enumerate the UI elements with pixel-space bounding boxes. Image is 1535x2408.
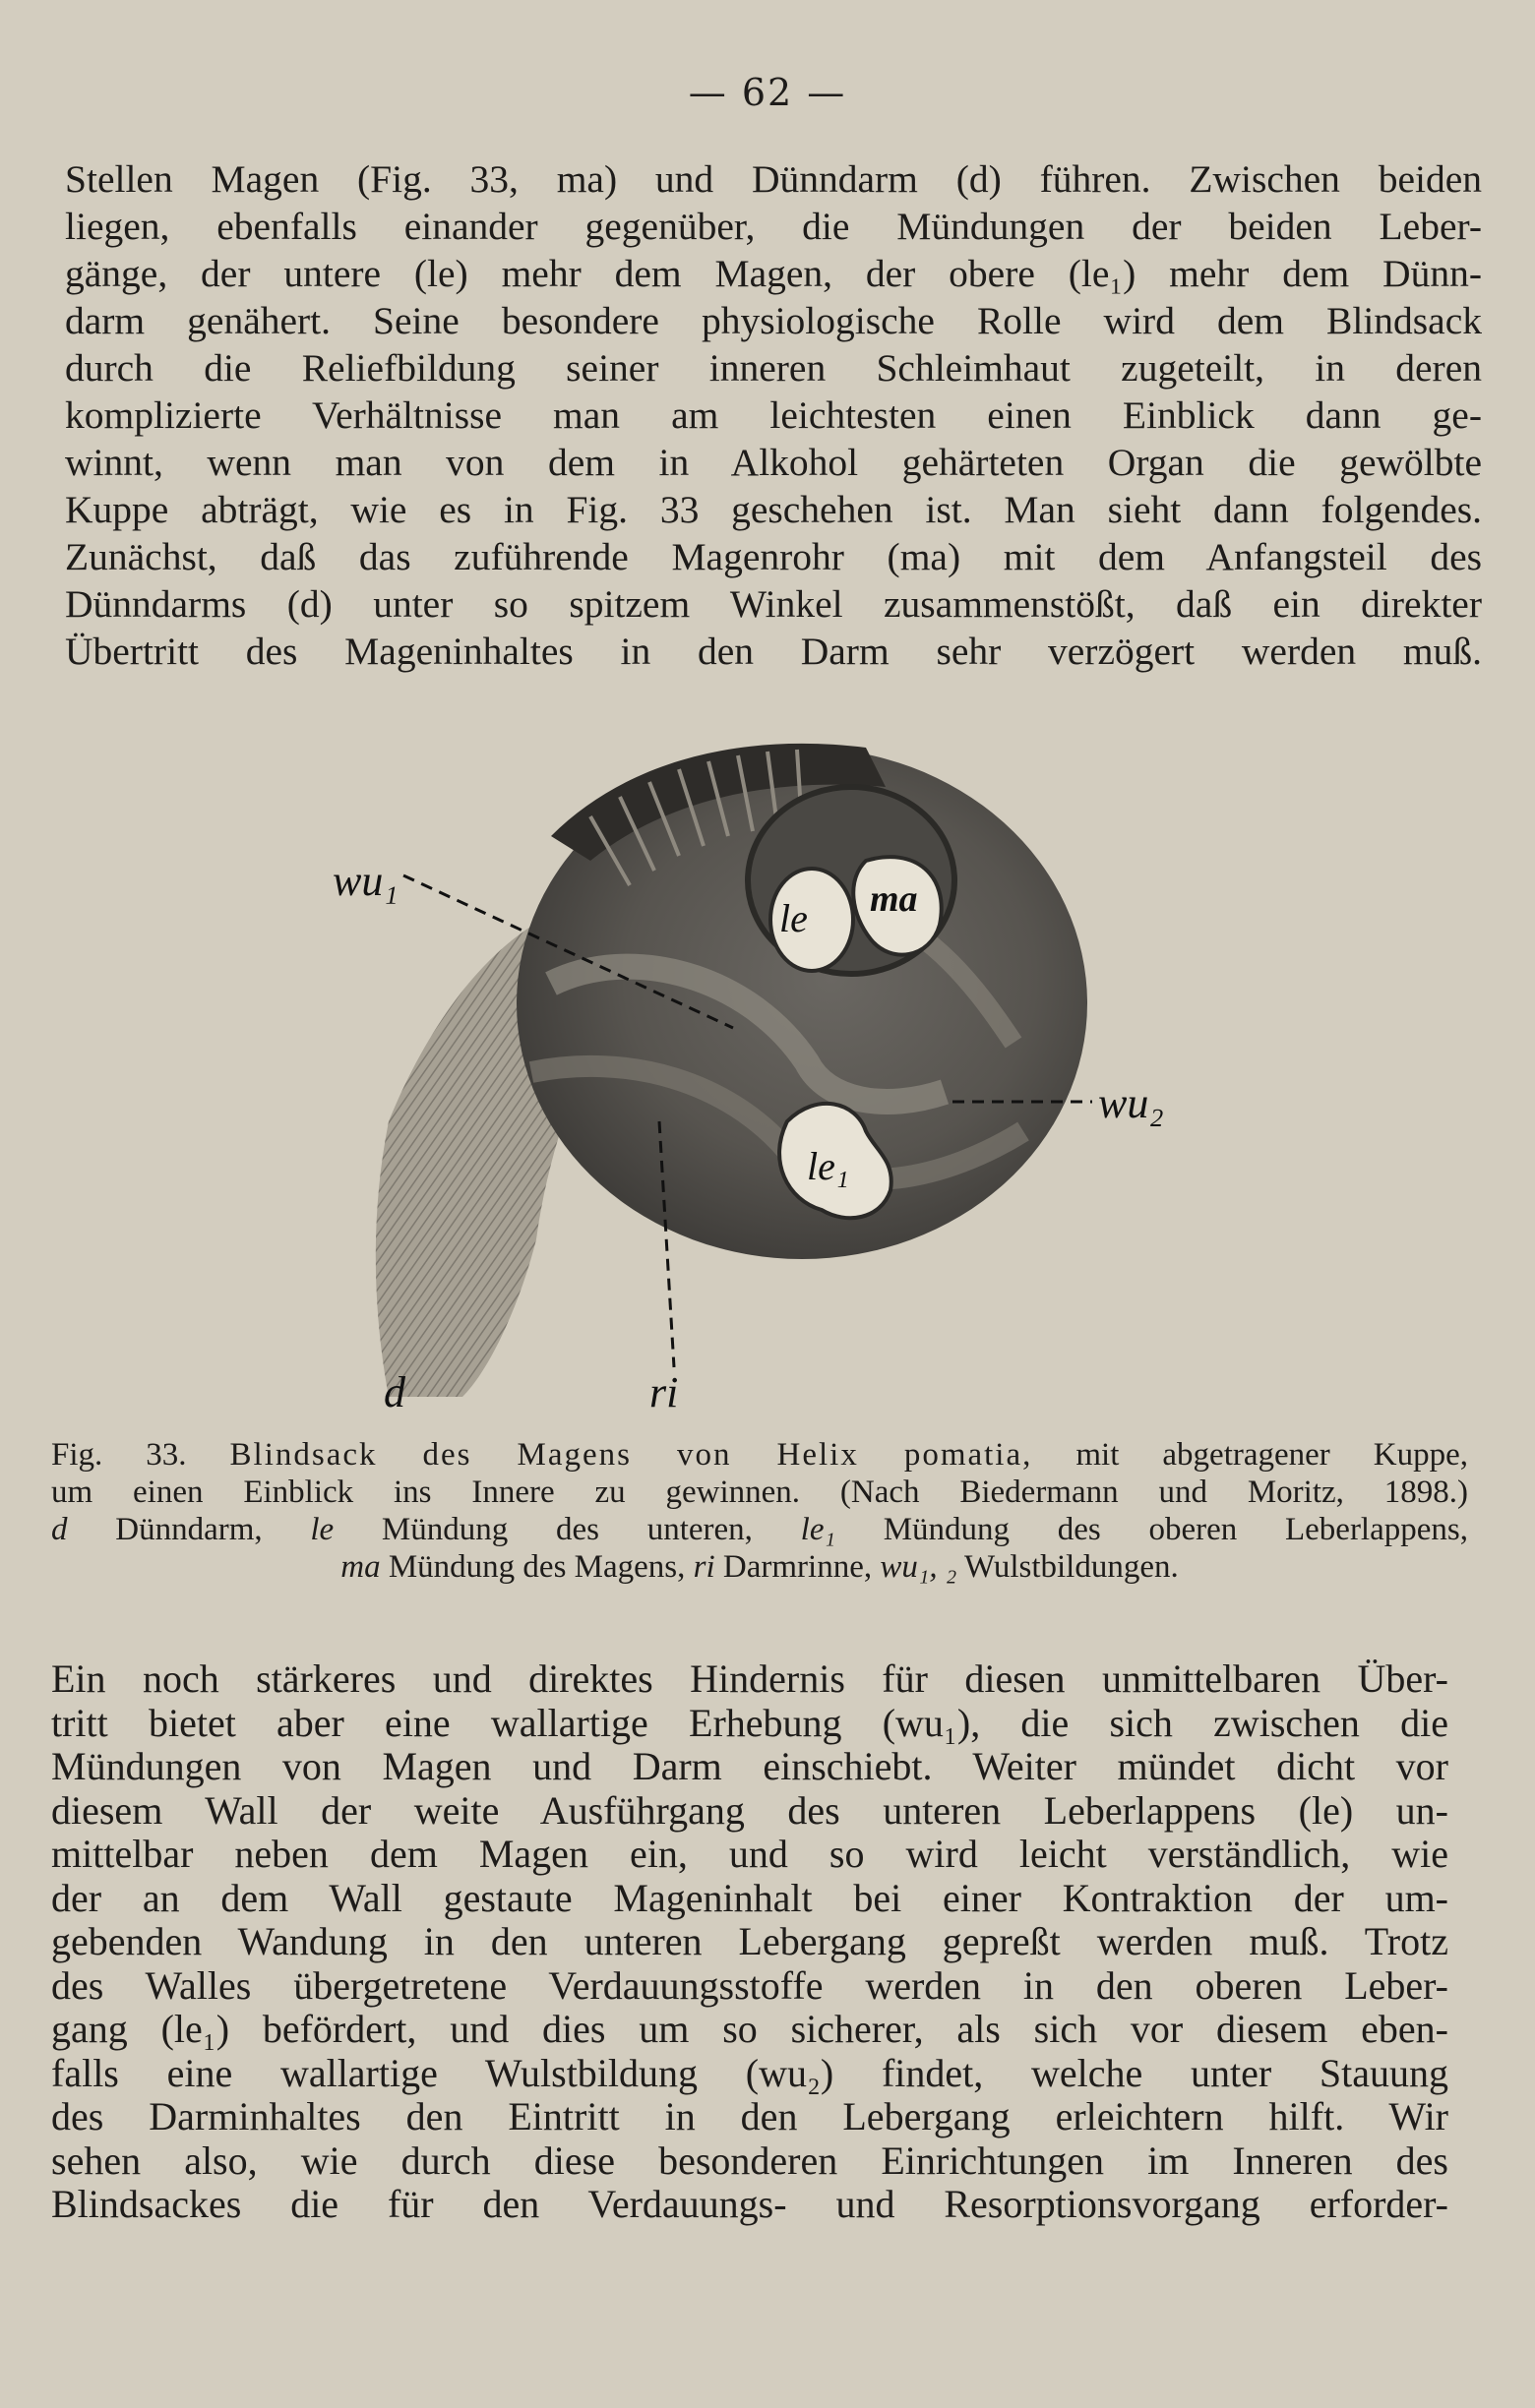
caption-text: Mündung des unteren, [381,1512,753,1547]
text-line: der an dem Wall gestaute Mageninhalt bei einer Kontraktion der um- [51,1875,1448,1920]
text-line: Zunächst, daß das zuführende Magenrohr (ma) mit dem Anfangsteil des [65,535,1482,578]
label-wu1: wu₁ [333,857,399,905]
figure-33 [0,689,1535,1416]
paragraph-1 [65,155,1482,675]
text-line: Ein noch stärkeres und direktes Hindernis für diesen unmittelbaren Über- [51,1656,1448,1701]
caption-abbr-d: d [51,1512,68,1547]
label-wu2: wu₂ [1098,1079,1164,1127]
caption-abbr-wu: wu₁, ₂ [880,1549,957,1585]
page-number: — 62 — [688,71,847,114]
caption-text: Darmrinne, [722,1549,873,1585]
caption-fig-number: Fig. 33. [51,1437,187,1473]
caption-line-2: um einen Einblick ins Innere zu gewinnen. (Nach Biedermann und Moritz, 1898.) [51,1475,1468,1510]
caption-line-4 [51,1548,1468,1586]
text-line: Blindsackes die für den Verdauungs- und Resorptionsvorgang erforder- [51,2182,1448,2226]
caption-abbr-ri: ri [693,1549,715,1585]
label-le: le [779,896,808,940]
caption-text: Wulstbildungen. [964,1549,1179,1585]
paragraph-2 [51,1657,1448,2227]
caption-text: Dünndarm, [115,1512,263,1547]
text-line: gang (le₁) befördert, und dies um so sicherer, als sich vor diesem eben- [51,2007,1448,2051]
text-line: Übertritt des Mageninhaltes in den Darm sehr verzögert werden muß. [65,630,1482,673]
caption-abbr-le1: le₁ [800,1512,835,1547]
text-line: sehen also, wie durch diese besonderen Einrichtungen im Inneren des [51,2137,1448,2183]
label-ri: ri [649,1368,679,1416]
text-line: Mündungen von Magen und Darm einschiebt. Weiter mündet dicht vor [51,1744,1448,1788]
text-line: gebenden Wandung in den unteren Lebergang gepreßt werden muß. Trotz [51,1919,1448,1963]
label-d: d [384,1368,405,1416]
caption-title-rest: mit abgetragener Kuppe, [1075,1437,1469,1473]
caption-abbr-le: le [310,1512,335,1547]
text-line: liegen, ebenfalls einander gegenüber, die Mündungen der beiden Leber- [65,205,1482,248]
text-line: Dünndarms (d) unter so spitzem Winkel zusammenstößt, daß ein direkter [65,582,1482,626]
text-line: durch die Reliefbildung seiner inneren Schleimhaut zugeteilt, in deren [65,346,1482,390]
label-ma: ma [870,878,918,920]
caption-line-1 [51,1436,1468,1474]
text-line: des Darminhaltes den Eintritt in den Lebergang erleichtern hilft. Wir [51,2094,1448,2138]
caption-text: Mündung des Magens, [388,1549,686,1585]
caption-abbr-ma: ma [340,1549,381,1585]
caption-text: Mündung des oberen Leberlappens, [883,1512,1468,1547]
text-line: Kuppe abträgt, wie es in Fig. 33 geschehen ist. Man sieht dann folgendes. [65,488,1482,531]
text-line: gänge, der untere (le) mehr dem Magen, der obere (le₁) mehr dem Dünn- [65,252,1482,295]
stomach-blind-sac-illustration [0,689,1535,1416]
figure-caption [51,1436,1468,1586]
text-line: mittelbar neben dem Magen ein, und so wird leicht verständlich, wie [51,1832,1448,1876]
text-line: darm genähert. Seine besondere physiologische Rolle wird dem Blindsack [65,299,1482,342]
text-line: diesem Wall der weite Ausführgang des unteren Leberlappens (le) un- [51,1787,1448,1833]
text-line: des Walles übergetretene Verdauungsstoffe werden in den oberen Leber- [51,1962,1448,2008]
text-line: komplizierte Verhältnisse man am leichtesten einen Einblick dann ge- [65,393,1482,437]
label-le1: le₁ [807,1144,849,1188]
text-line: tritt bietet aber eine wallartige Erhebung (wu₁), die sich zwischen die [51,1700,1448,1745]
caption-line-3 [51,1511,1468,1548]
text-line: falls eine wallartige Wulstbildung (wu₂) findet, welche unter Stauung [51,2050,1448,2095]
text-line: winnt, wenn man von dem in Alkohol gehärteten Organ die gewölbte [65,441,1482,484]
caption-title: Blindsack des Magens von Helix pomatia, [229,1437,1033,1473]
text-line: Stellen Magen (Fig. 33, ma) und Dünndarm (d) führen. Zwischen beiden [65,157,1482,201]
